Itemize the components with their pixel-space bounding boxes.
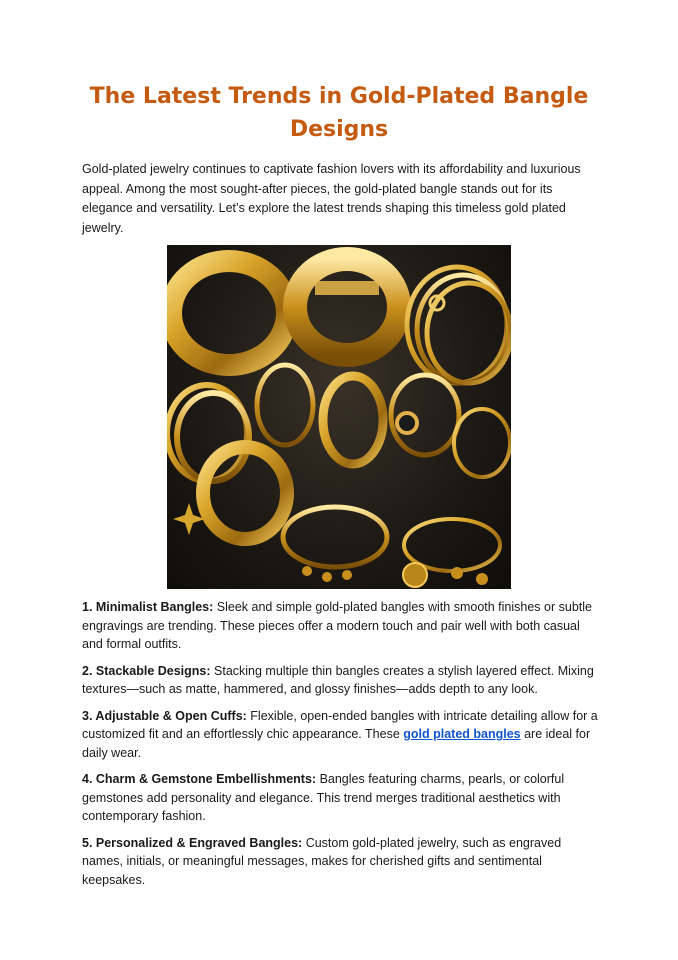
item-heading: 4. Charm & Gemstone Embellishments: xyxy=(82,772,317,786)
item-text: Custom gold-plated jewelry, such as engraved names, initials, or meaningful messages, makes for cherished gifts and sentimental keepsakes. xyxy=(82,835,562,887)
trend-list xyxy=(82,598,602,897)
item-text: Flexible, open-ended bangles with intricate detailing allow for a customized fit and an effortlessly chic appearance. These xyxy=(82,708,598,741)
list-item xyxy=(82,662,602,699)
item-text: Stacking multiple thin bangles creates a stylish layered effect. Mixing textures—such as matte, hammered, and glossy finishes—adds depth to any look. xyxy=(82,663,594,696)
intro-paragraph: Gold-plated jewelry continues to captivate fashion lovers with its affordability and luxurious appeal. Among the most sought-after pieces, the gold-plated bangle stands out for its elegance and versatility. Let’s explore the latest trends shaping this timeless gold plated jewelry. xyxy=(82,162,581,235)
list-item xyxy=(82,707,602,763)
list-item xyxy=(82,598,602,654)
page-title: The Latest Trends in Gold-Plated Bangle Designs xyxy=(89,84,589,142)
bangles-image xyxy=(167,245,511,589)
gold-plated-bangles-link[interactable]: gold plated bangles xyxy=(403,727,521,741)
item-heading: 1. Minimalist Bangles: xyxy=(82,600,214,614)
item-heading: 3. Adjustable & Open Cuffs: xyxy=(82,708,247,723)
list-item xyxy=(82,834,602,890)
item-heading: 2. Stackable Designs: xyxy=(82,663,211,678)
list-item xyxy=(82,770,602,826)
item-heading: 5. Personalized & Engraved Bangles: xyxy=(82,835,303,850)
item-text: are ideal for daily wear. xyxy=(82,727,591,760)
item-text: Sleek and simple gold-plated bangles with smooth finishes or subtle engravings are trending. These pieces offer a modern touch and pair well with both casual and formal outfits. xyxy=(82,600,592,651)
item-text: Bangles featuring charms, pearls, or colorful gemstones add personality and elegance. This trend merges traditional aesthetics with contemporary fashion. xyxy=(82,772,565,823)
